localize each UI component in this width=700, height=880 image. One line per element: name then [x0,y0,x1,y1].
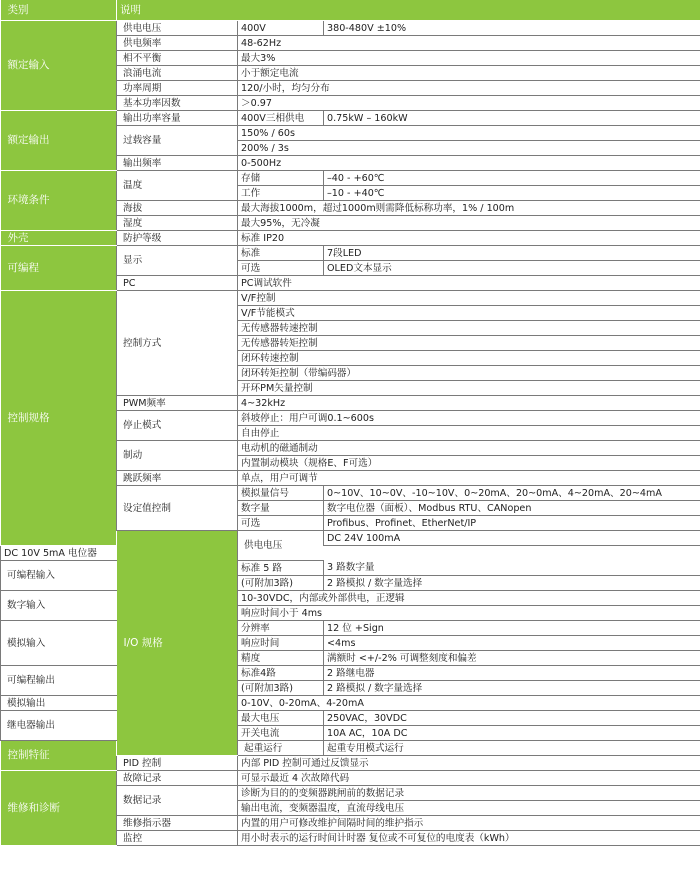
row-label: 数据记录 [117,786,238,816]
row-label: 停止模式 [117,411,238,441]
row-label: 设定值控制 [117,486,238,531]
cell-value: 0-10V、0-20mA、4-20mA [238,696,700,711]
cell-sublabel: 可选 [238,516,324,531]
row-label: 供电电压 [238,531,324,561]
row-label: PC [117,276,238,291]
cell-sublabel: 标准4路 [238,666,324,681]
list-item: V/F节能模式 [238,306,700,321]
cell-sublabel: (可附加3路) [238,681,324,696]
cell-value: 起重专用模式运行 [324,741,700,756]
table-row [1,291,700,306]
table-row [1,666,700,681]
cell-value: 12 位 +Sign [324,621,700,636]
header-description: 说明 [117,0,700,21]
list-item: 无传感器转速控制 [238,321,700,336]
cell-value: PC调试软件 [238,276,700,291]
table-row [1,771,700,786]
cell-value: 3 路数字量 [324,561,700,576]
cell-value: 最大95%，无冷凝 [238,216,700,231]
cell-value: Profibus、Profinet、EtherNet/IP [324,516,700,531]
table-row [1,591,700,606]
list-item: 自由停止 [238,426,700,441]
cell-sublabel: 工作 [238,186,324,201]
cell-value: OLED文本显示 [324,261,700,276]
cell-value: 4~32kHz [238,396,700,411]
row-label: 供电电压 [117,21,238,36]
cell-value: 标准 IP20 [238,231,700,246]
row-label: 输出功率容量 [117,111,238,126]
row-label: PWM频率 [117,396,238,411]
row-label: 相不平衡 [117,51,238,66]
row-label: 基本功率因数 [117,96,238,111]
row-label: 制动 [117,441,238,471]
cell-value: –40 - +60℃ [324,171,700,186]
cell-sublabel: 最大电压 [238,711,324,726]
cell-value: 最大海拔1000m，超过1000m则需降低标称功率，1% / 100m [238,201,700,216]
row-label: 海拔 [117,201,238,216]
cell-value: 0.75kW – 160kW [324,111,700,126]
row-label: 可编程输出 [1,666,117,696]
table-row [1,21,700,36]
cell-value: 200% / 3s [238,141,700,156]
table-row [1,621,700,636]
category-rated-input: 额定输入 [1,21,117,111]
row-label: 显示 [117,246,238,276]
cell-value: 用小时表示的运行时间计时器 复位或不可复位的电度表（kWh） [238,831,700,846]
row-label: 继电器输出 [1,711,117,741]
row-label: 可编程输入 [1,561,117,591]
row-label: 输出频率 [117,156,238,171]
cell-value: <4ms [324,636,700,651]
cell-value: 10A AC，10A DC [324,726,700,741]
row-label: 温度 [117,171,238,201]
cell-value: ＞0.97 [238,96,700,111]
cell-sublabel: 开关电流 [238,726,324,741]
row-label: 防护等级 [117,231,238,246]
row-label: 功率周期 [117,81,238,96]
list-item: 闭环转矩控制（带编码器） [238,366,700,381]
list-item: 斜坡停止：用户可调0.1~600s [238,411,700,426]
list-item: V/F控制 [238,291,700,306]
row-label: 浪涌电流 [117,66,238,81]
cell-value: 48-62Hz [238,36,700,51]
list-item: 无传感器转矩控制 [238,336,700,351]
cell-value: 内置的用户可修改维护间隔时间的维护指示 [238,816,700,831]
row-label: 模拟输出 [1,696,117,711]
row-label: 维修指示器 [117,816,238,831]
list-item: 闭环转速控制 [238,351,700,366]
cell-value: 2 路继电器 [324,666,700,681]
cell-value: 2 路模拟 / 数字量选择 [324,681,700,696]
category-io: I/O 规格 [117,531,238,756]
list-item: 输出电流，变频器温度，直流母线电压 [238,801,700,816]
cell-sublabel: 分辨率 [238,621,324,636]
category-control: 控制规格 [1,291,117,546]
row-label: 过载容量 [117,126,238,156]
cell-value: 120/小时，均匀分布 [238,81,700,96]
table-row [1,696,700,711]
cell-value: 150% / 60s [238,126,700,141]
header-category: 类别 [1,0,117,21]
table-row [1,246,700,261]
table-row [1,231,700,246]
cell-value: 数字电位器（面板）、Modbus RTU、CANopen [324,501,700,516]
cell-value: 满额时 <+/-2% 可调整刻度和偏差 [324,651,700,666]
category-programmable: 可编程 [1,246,117,291]
table-row [1,546,700,561]
cell-value: 2 路模拟 / 数字量选择 [324,576,700,591]
row-label: 监控 [117,831,238,846]
table-row [1,561,700,576]
list-item: 内置制动模块（规格E、F可选） [238,456,700,471]
row-label: PID 控制 [117,756,238,771]
cell-sublabel: 可选 [238,261,324,276]
list-item: DC 24V 100mA [324,531,700,546]
row-label: 起重运行 [238,741,324,756]
table-header-row [1,0,700,21]
list-item: 响应时间小于 4ms [238,606,700,621]
cell-value: 400V三相供电 [238,111,324,126]
row-label: 故障记录 [117,771,238,786]
cell-sublabel: 精度 [238,651,324,666]
table-row [1,111,700,126]
row-label: 供电频率 [117,36,238,51]
cell-value: 可显示最近 4 次故障代码 [238,771,700,786]
cell-value: 380-480V ±10% [324,21,700,36]
table-row [1,711,700,726]
list-item: 电动机的磁通制动 [238,441,700,456]
cell-value: 内部 PID 控制可通过反馈显示 [238,756,700,771]
list-item: 诊断为目的的变频器跳闸前的数据记录 [238,786,700,801]
cell-sublabel: 数字量 [238,501,324,516]
table-row [1,171,700,186]
cell-sublabel: 模拟量信号 [238,486,324,501]
cell-sublabel: 标准 5 路 [238,561,324,576]
category-enclosure: 外壳 [1,231,117,246]
cell-sublabel: 标准 [238,246,324,261]
cell-value: –10 - +40℃ [324,186,700,201]
cell-sublabel: 存储 [238,171,324,186]
cell-value: 小于额定电流 [238,66,700,81]
cell-sublabel: 响应时间 [238,636,324,651]
category-control-features: 控制特征 [1,741,117,771]
row-label: 跳跃频率 [117,471,238,486]
category-environment: 环境条件 [1,171,117,231]
row-label: 数字输入 [1,591,117,621]
category-diagnostics: 维修和诊断 [1,771,117,846]
cell-value: 0-500Hz [238,156,700,171]
cell-value: 250VAC，30VDC [324,711,700,726]
table-row [1,741,700,756]
cell-sublabel: (可附加3路) [238,576,324,591]
row-label: 模拟输入 [1,621,117,666]
category-rated-output: 额定输出 [1,111,117,171]
cell-value: 0~10V、10~0V、-10~10V、0~20mA、20~0mA、4~20mA、20~4mA [324,486,700,501]
cell-value: 7段LED [324,246,700,261]
cell-value: 最大3% [238,51,700,66]
list-item: 10-30VDC，内部或外部供电，正逻辑 [238,591,700,606]
row-label: 控制方式 [117,291,238,396]
cell-value: 400V [238,21,324,36]
list-item: 开环PM矢量控制 [238,381,700,396]
list-item: DC 10V 5mA 电位器 [1,546,238,561]
row-label: 湿度 [117,216,238,231]
cell-value: 单点，用户可调节 [238,471,700,486]
